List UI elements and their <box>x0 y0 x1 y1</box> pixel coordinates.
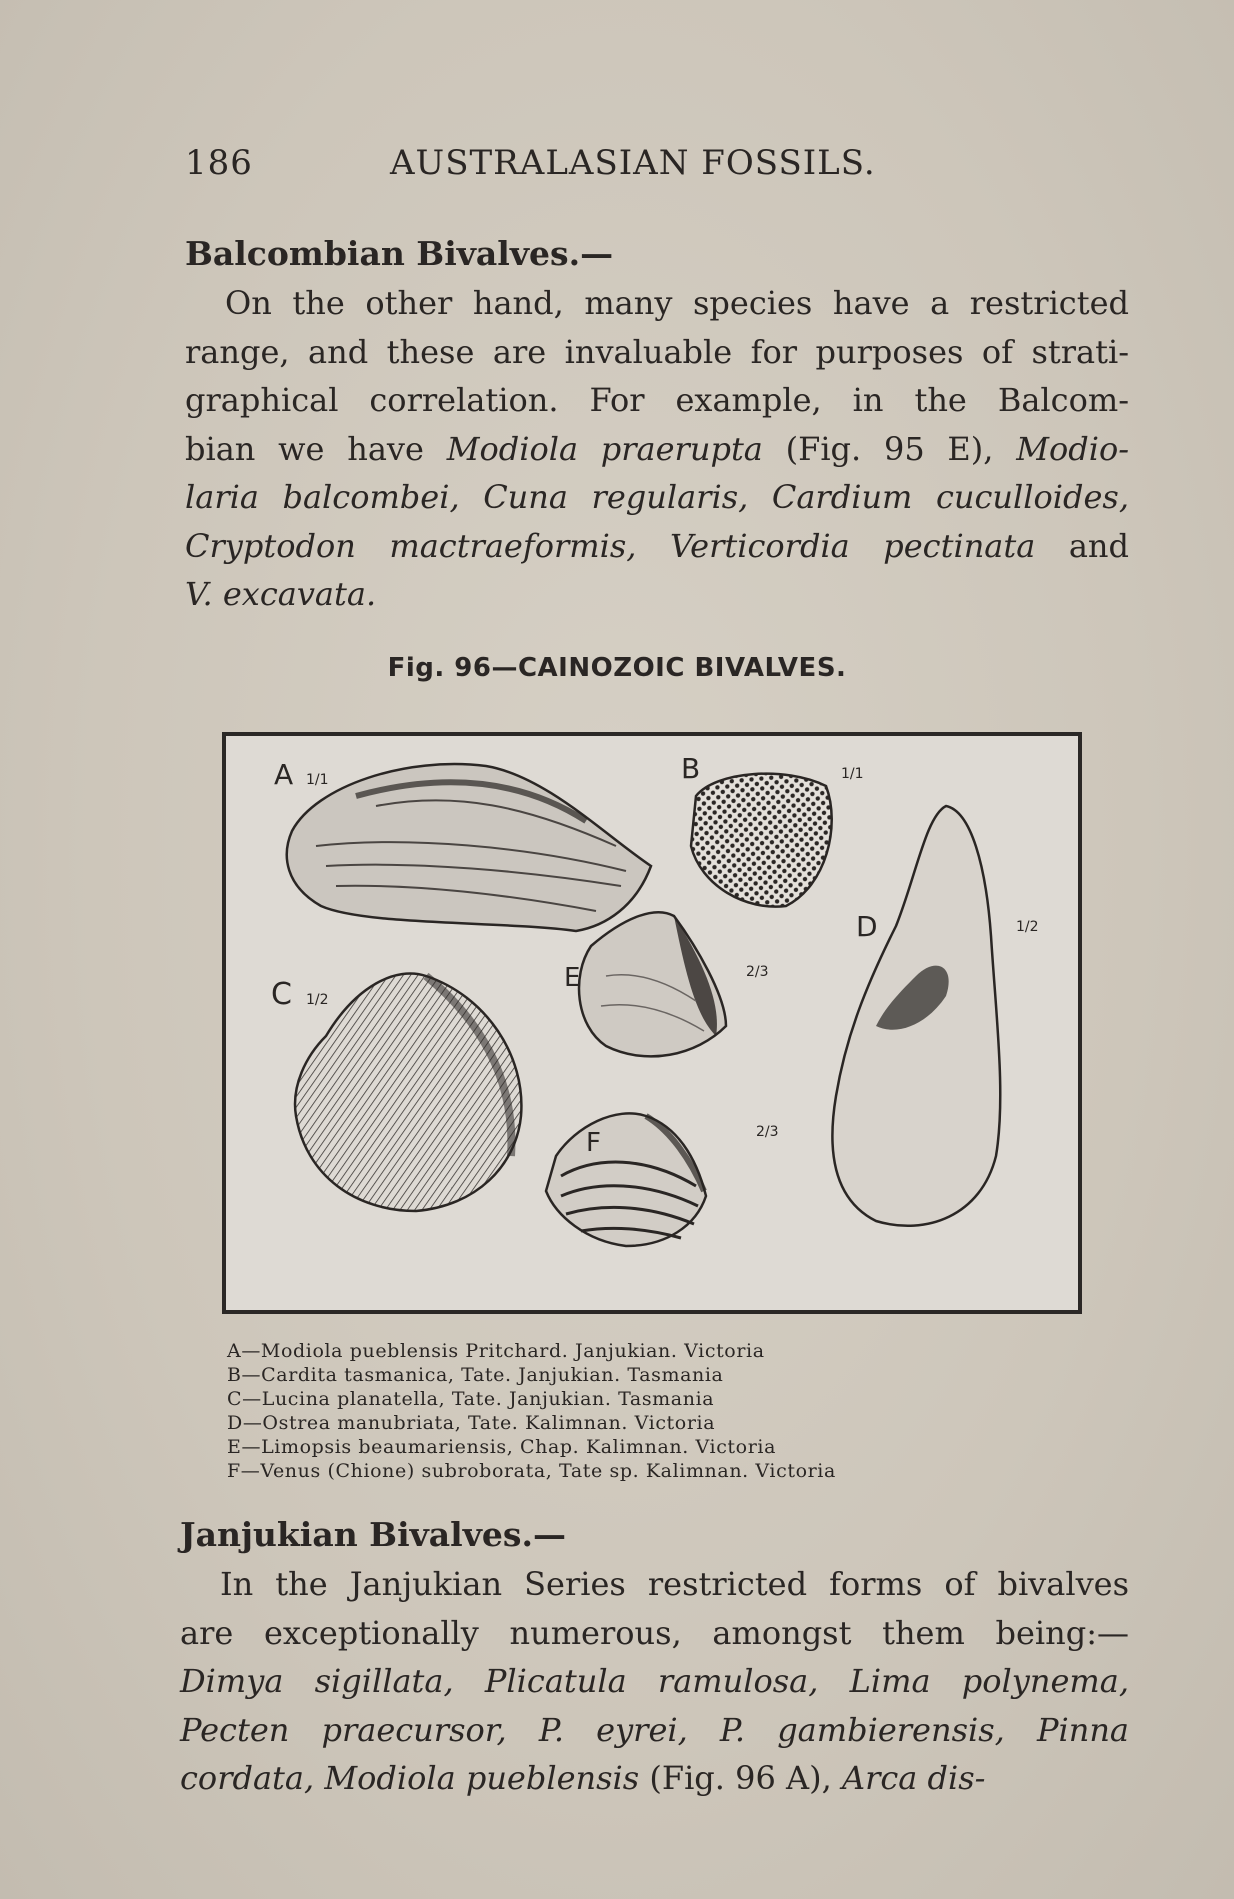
text-line <box>185 279 1129 328</box>
scale-b: 1/1 <box>841 766 864 782</box>
italic-species-name: Cryptodon mactraeformis, Verticordia pectinata <box>185 526 1036 565</box>
caption-line: D—Ostrea manubriata, Tate. Kalimnan. Victoria <box>227 1412 716 1434</box>
label-e: E <box>564 963 581 993</box>
italic-species-name: laria balcombei, Cuna regularis, Cardium cuculloides, <box>185 478 1129 516</box>
shell-c <box>295 974 521 1212</box>
italic-species-name: cordata, Modiola pueblensis <box>180 1759 640 1797</box>
text-line <box>185 328 1129 377</box>
shell-a <box>287 764 651 931</box>
figure-plate <box>222 732 1082 1314</box>
figure-title: Fig. 96—CAINOZOIC BIVALVES. <box>387 653 847 683</box>
caption-line: B—Cardita tasmanica, Tate. Janjukian. Tasmania <box>227 1364 724 1386</box>
text-line <box>180 1754 1129 1803</box>
text-line <box>180 1706 1129 1755</box>
page-number: 186 <box>185 143 253 183</box>
text-line <box>185 473 1129 522</box>
caption-line: A—Modiola pueblensis Pritchard. Janjukian. Victoria <box>227 1340 765 1362</box>
text-run: In the Janjukian Series restricted forms of bivalves <box>220 1565 1129 1603</box>
shell-e <box>579 912 726 1056</box>
scale-c: 1/2 <box>306 992 329 1008</box>
label-b: B <box>681 752 701 785</box>
text-line <box>185 522 1129 571</box>
text-line <box>185 376 1129 425</box>
label-c: C <box>271 977 292 1012</box>
text-line <box>180 1560 1129 1609</box>
text-run: and <box>1035 526 1129 565</box>
scale-e: 2/3 <box>746 964 769 980</box>
scale-f: 2/3 <box>756 1124 779 1140</box>
scale-a: 1/1 <box>306 772 329 788</box>
janjukian-paragraph <box>180 1560 1129 1803</box>
text-line <box>185 425 1129 474</box>
text-run: bian we have <box>185 429 447 468</box>
text-line <box>185 570 1129 619</box>
italic-species-name: Modiola praerupta <box>446 429 763 468</box>
text-run: graphical correlation. For example, in the Balcom- <box>185 381 1129 419</box>
text-run: (Fig. 95 E), <box>762 429 1017 468</box>
janjukian-heading: Janjukian Bivalves.— <box>180 1515 566 1554</box>
text-line <box>180 1609 1129 1658</box>
label-a: A <box>274 758 294 791</box>
shell-f <box>546 1113 706 1246</box>
caption-line: E—Limopsis beaumariensis, Chap. Kalimnan. Victoria <box>227 1436 776 1458</box>
caption-line: C—Lucina planatella, Tate. Janjukian. Tasmania <box>227 1388 715 1410</box>
figure-caption <box>227 1339 836 1483</box>
text-run: On the other hand, many species have a restricted <box>225 284 1129 322</box>
italic-species-name: Arca dis- <box>841 1759 986 1797</box>
caption-line: F—Venus (Chione) subroborata, Tate sp. Kalimnan. Victoria <box>227 1460 836 1482</box>
balcombian-heading: Balcombian Bivalves.— <box>185 234 614 273</box>
text-run: (Fig. 96 A), <box>639 1759 842 1797</box>
shell-d <box>832 806 1000 1226</box>
italic-species-name: Modio- <box>1016 429 1130 468</box>
scale-d: 1/2 <box>1016 919 1039 935</box>
bivalve-illustration <box>226 736 1078 1310</box>
text-run: range, and these are invaluable for purposes of strati- <box>185 332 1129 371</box>
text-run: are exceptionally numerous, amongst them being:— <box>180 1613 1129 1652</box>
running-title: AUSTRALASIAN FOSSILS. <box>390 143 876 183</box>
italic-species-name: V. excavata. <box>185 575 377 613</box>
italic-species-name: Pecten praecursor, P. eyrei, P. gambierensis, Pinna <box>180 1710 1129 1749</box>
label-f: F <box>586 1128 601 1158</box>
italic-species-name: Dimya sigillata, Plicatula ramulosa, Lima polynema, <box>180 1662 1129 1700</box>
text-line <box>180 1657 1129 1706</box>
balcombian-paragraph <box>185 279 1129 619</box>
shell-b <box>691 774 832 907</box>
label-d: D <box>856 910 878 943</box>
